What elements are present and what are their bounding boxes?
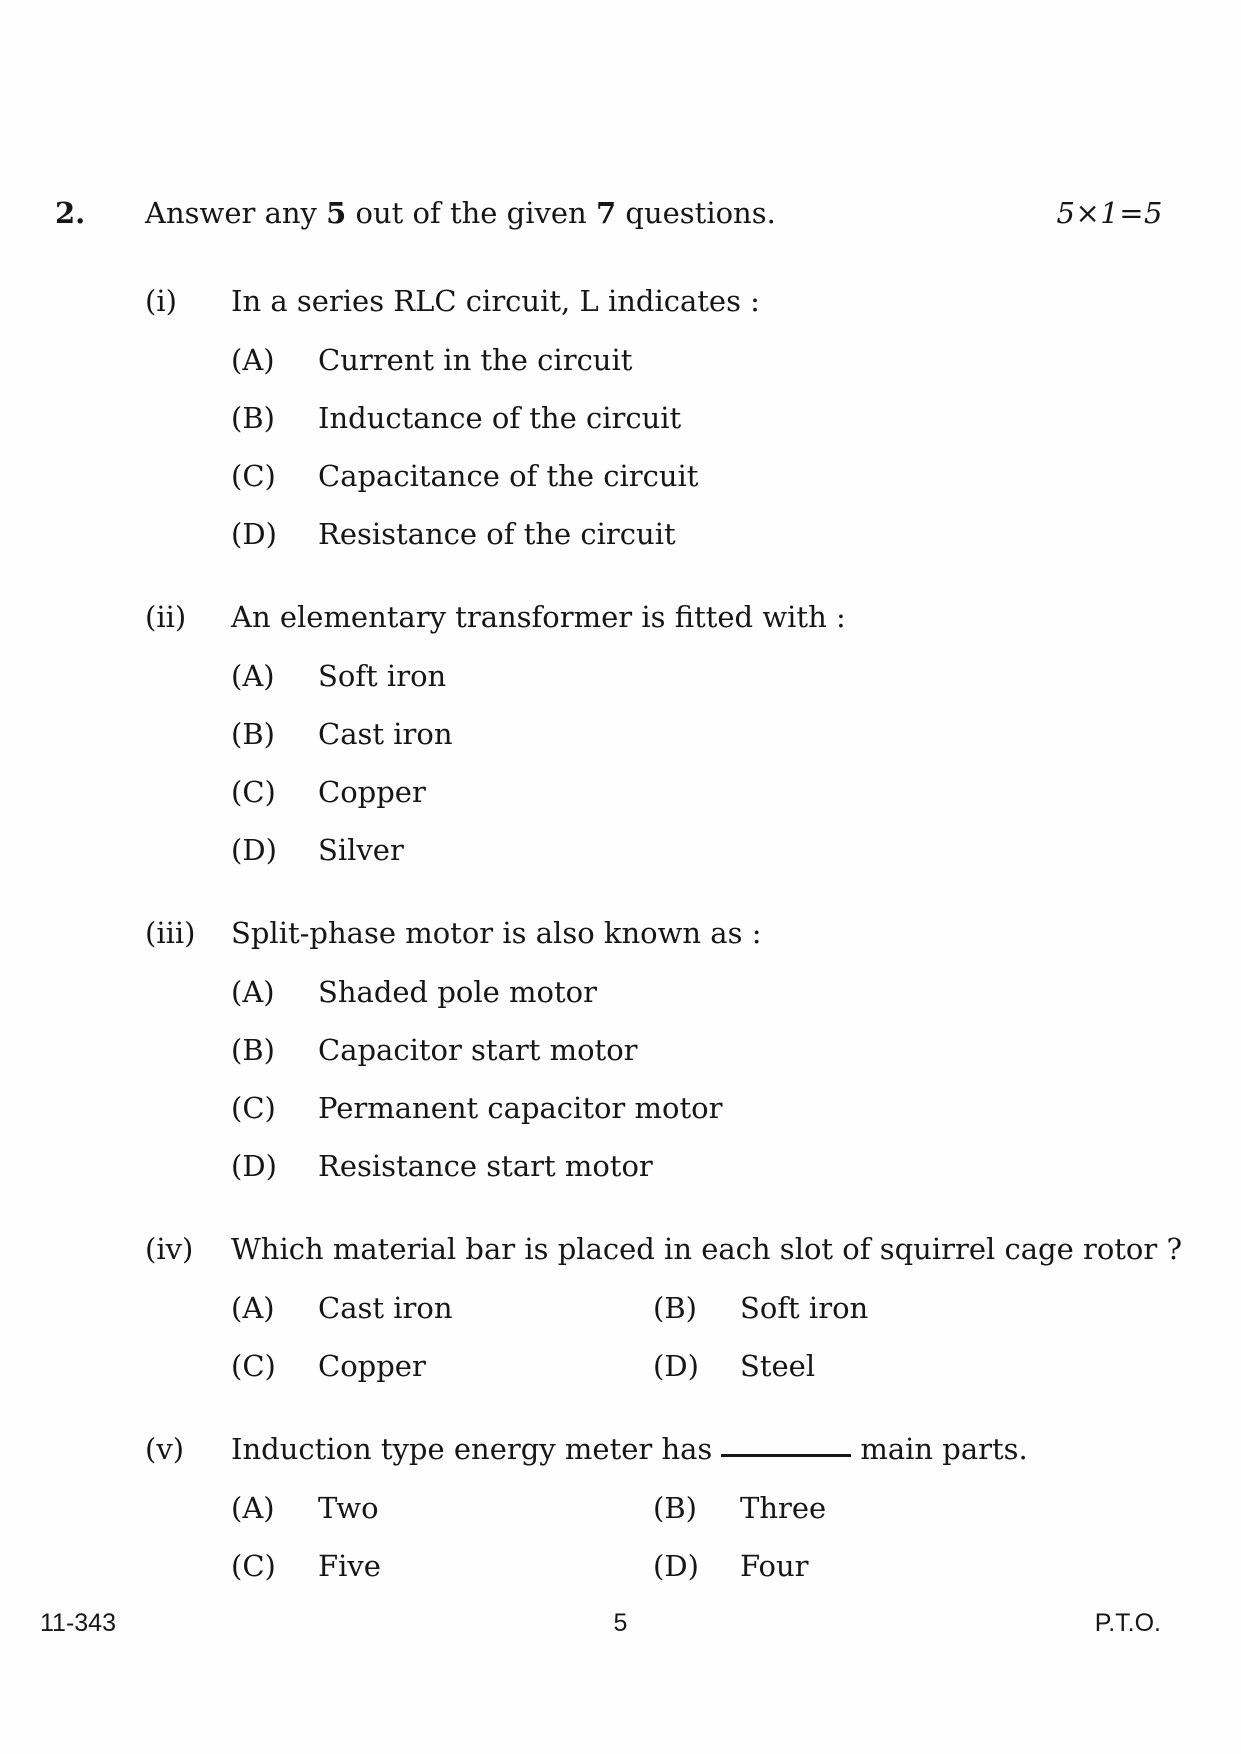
- question-iv: [145, 1231, 1183, 1384]
- option-letter: (D): [231, 517, 277, 551]
- option-letter: (C): [231, 1091, 276, 1125]
- question-ii: [145, 599, 1163, 868]
- questions-list: [145, 283, 1183, 1584]
- question-marker: (iv): [145, 1232, 194, 1266]
- option-a: [231, 342, 1163, 378]
- option-a: [231, 974, 1163, 1010]
- question-text: An elementary transformer is fitted with :: [231, 600, 846, 634]
- option-text: Two: [318, 1491, 379, 1525]
- option-letter: (C): [231, 775, 276, 809]
- option-text: Soft iron: [740, 1291, 869, 1325]
- option-text: Resistance start motor: [318, 1149, 653, 1183]
- option-d: [231, 832, 1163, 868]
- option-letter: (A): [231, 343, 275, 377]
- options-list: [231, 658, 1163, 868]
- option-a: [231, 1490, 653, 1526]
- option-text: Capacitance of the circuit: [318, 459, 699, 493]
- option-letter: (A): [231, 1291, 275, 1325]
- options-list: [231, 342, 1163, 552]
- question-text-before-blank: Induction type energy meter has: [231, 1432, 713, 1466]
- question-line: [145, 915, 1163, 951]
- option-text: Resistance of the circuit: [318, 517, 676, 551]
- option-c: [231, 774, 1163, 810]
- option-text: Three: [740, 1491, 827, 1525]
- option-letter: (B): [231, 717, 275, 751]
- question-marker: (iii): [145, 916, 196, 950]
- option-text: Current in the circuit: [318, 343, 633, 377]
- option-d: [231, 516, 1163, 552]
- option-c: [231, 1348, 653, 1384]
- option-b: [653, 1490, 826, 1526]
- option-text: Five: [318, 1549, 381, 1583]
- question-marker: (ii): [145, 600, 187, 634]
- instruction-part: questions.: [616, 196, 776, 230]
- option-letter: (D): [231, 833, 277, 867]
- option-text: Capacitor start motor: [318, 1033, 638, 1067]
- instruction-part: out of the given: [346, 196, 596, 230]
- section-number: 2.: [55, 196, 86, 230]
- option-letter: (A): [231, 1491, 275, 1525]
- question-line: [145, 1431, 1163, 1467]
- option-c: [231, 458, 1163, 494]
- options-grid: [231, 1490, 1163, 1584]
- option-letter: (A): [231, 659, 275, 693]
- option-letter: (D): [231, 1149, 277, 1183]
- option-letter: (B): [653, 1491, 697, 1525]
- question-text: [231, 1431, 1163, 1467]
- option-text: Cast iron: [318, 717, 453, 751]
- option-b: [653, 1290, 868, 1326]
- page-footer: [0, 1608, 1241, 1638]
- pto-label: P.T.O.: [1094, 1609, 1161, 1637]
- options-list: [231, 974, 1163, 1184]
- question-marker: (i): [145, 284, 177, 318]
- option-letter: (B): [231, 1033, 275, 1067]
- option-b: [231, 716, 1163, 752]
- option-d: [653, 1548, 826, 1584]
- option-d: [231, 1148, 1163, 1184]
- option-text: Copper: [318, 775, 426, 809]
- marks-scheme: 5×1=5: [1056, 196, 1163, 230]
- option-letter: (C): [231, 1349, 276, 1383]
- option-text: Soft iron: [318, 659, 447, 693]
- option-letter: (D): [653, 1349, 699, 1383]
- option-text: Silver: [318, 833, 404, 867]
- question-text: In a series RLC circuit, L indicates :: [231, 284, 760, 318]
- question-text-after-blank: main parts.: [860, 1432, 1028, 1466]
- option-d: [653, 1348, 868, 1384]
- option-text: Copper: [318, 1349, 426, 1383]
- option-text: Permanent capacitor motor: [318, 1091, 723, 1125]
- question-iii: [145, 915, 1163, 1184]
- paper-code: 11-343: [40, 1609, 116, 1637]
- option-text: Shaded pole motor: [318, 975, 597, 1009]
- option-letter: (D): [653, 1549, 699, 1583]
- option-b: [231, 1032, 1163, 1068]
- instruction-part: Answer any: [145, 196, 327, 230]
- option-letter: (A): [231, 975, 275, 1009]
- option-text: Inductance of the circuit: [318, 401, 682, 435]
- question-marker: (v): [145, 1432, 185, 1466]
- option-text: Cast iron: [318, 1291, 453, 1325]
- question-v: [145, 1431, 1163, 1584]
- question-text: Split-phase motor is also known as :: [231, 916, 762, 950]
- instruction-count: 7: [595, 196, 617, 230]
- section-heading: [0, 0, 1241, 231]
- question-line: [145, 599, 1163, 635]
- question-line: [145, 1231, 1183, 1267]
- options-grid: [231, 1290, 1163, 1384]
- option-letter: (C): [231, 459, 276, 493]
- option-text: Steel: [740, 1349, 816, 1383]
- question-i: [145, 283, 1163, 552]
- instruction-count: 5: [326, 196, 347, 230]
- option-letter: (C): [231, 1549, 276, 1583]
- option-letter: (B): [231, 401, 275, 435]
- option-text: Four: [740, 1549, 809, 1583]
- section-instruction: [145, 195, 1057, 231]
- option-c: [231, 1548, 653, 1584]
- page-number: 5: [613, 1609, 628, 1637]
- option-a: [231, 1290, 653, 1326]
- option-a: [231, 658, 1163, 694]
- question-line: [145, 283, 1163, 319]
- option-c: [231, 1090, 1163, 1126]
- option-b: [231, 400, 1163, 436]
- option-letter: (B): [653, 1291, 697, 1325]
- question-text: Which material bar is placed in each slot of squirrel cage rotor ?: [231, 1232, 1183, 1266]
- blank-line: [721, 1450, 851, 1457]
